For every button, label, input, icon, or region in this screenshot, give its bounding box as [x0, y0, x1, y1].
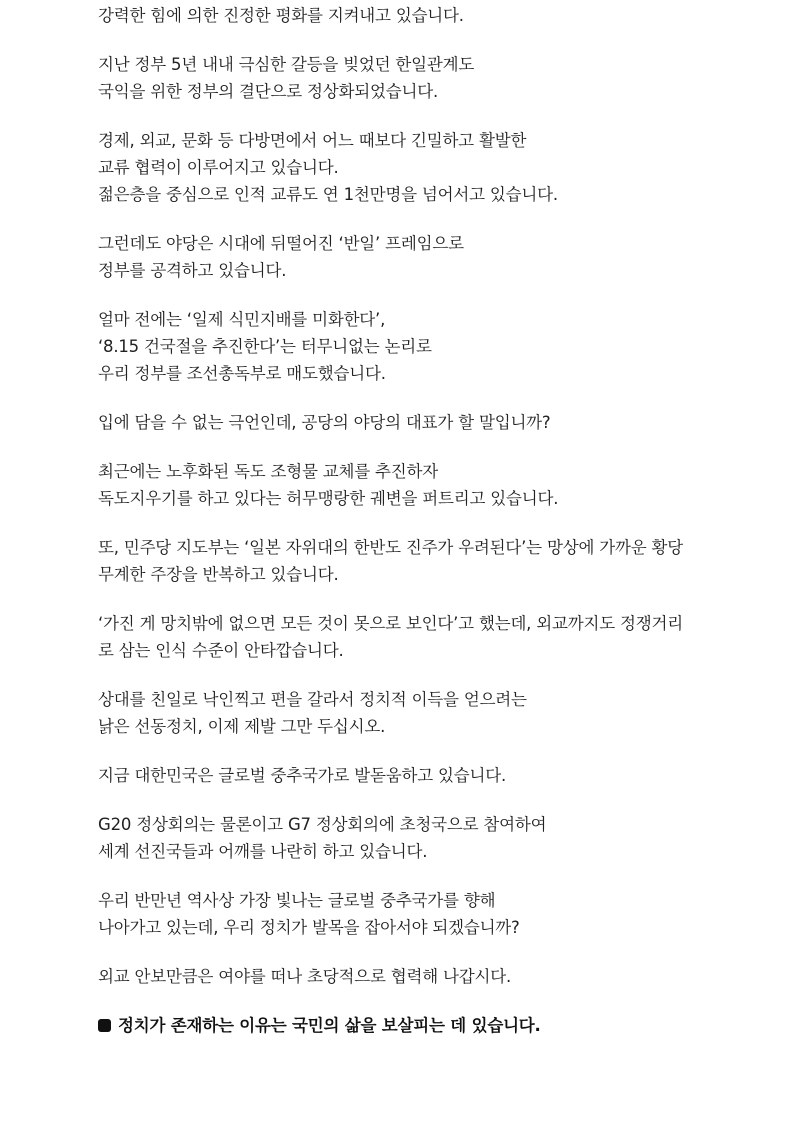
paragraph: [98, 963, 738, 990]
text-line: ‘8.15 건국절을 추진한다’는 터무니없는 논리로: [98, 337, 432, 356]
paragraph: [98, 51, 738, 105]
text-line: 젊은층을 중심으로 인적 교류도 연 1천만명을 넘어서고 있습니다.: [98, 185, 558, 204]
paragraph: [98, 811, 738, 865]
paragraph: [98, 2, 738, 29]
paragraph: [98, 409, 738, 436]
text-line: 로 삼는 인식 수준이 안타깝습니다.: [98, 641, 344, 660]
text-line: 교류 협력이 이루어지고 있습니다.: [98, 158, 339, 177]
text-line: 외교 안보만큼은 여야를 떠나 초당적으로 협력해 나갑시다.: [98, 967, 512, 986]
square-bullet-icon: [98, 1019, 111, 1032]
paragraph: [98, 534, 738, 588]
text-line: 무계한 주장을 반복하고 있습니다.: [98, 565, 339, 584]
text-line: 정부를 공격하고 있습니다.: [98, 261, 287, 280]
text-line: 국익을 위한 정부의 결단으로 정상화되었습니다.: [98, 82, 439, 101]
text-line: G20 정상회의는 물론이고 G7 정상회의에 초청국으로 참여하여: [98, 815, 547, 834]
text-line: 세계 선진국들과 어깨를 나란히 하고 있습니다.: [98, 842, 428, 861]
text-line: 최근에는 노후화된 독도 조형물 교체를 추진하자: [98, 462, 439, 481]
text-line: 우리 정부를 조선총독부로 매도했습니다.: [98, 364, 386, 383]
text-line: 또, 민주당 지도부는 ‘일본 자위대의 한반도 진주가 우려된다’는 망상에 가까운 황당: [98, 538, 683, 557]
paragraph: [98, 887, 738, 941]
text-line: 독도지우기를 하고 있다는 허무맹랑한 궤변을 퍼트리고 있습니다.: [98, 489, 559, 508]
paragraph: [98, 610, 738, 664]
text-line: 입에 담을 수 없는 극언인데, 공당의 야당의 대표가 할 말입니까?: [98, 413, 551, 432]
document-body: [98, 2, 738, 1039]
paragraph: [98, 762, 738, 789]
paragraph: [98, 458, 738, 512]
text-line: 지난 정부 5년 내내 극심한 갈등을 빚었던 한일관계도: [98, 55, 475, 74]
text-line: 낡은 선동정치, 이제 제발 그만 두십시오.: [98, 717, 386, 736]
paragraph: [98, 306, 738, 387]
text-line: ‘가진 게 망치밖에 없으면 모든 것이 못으로 보인다’고 했는데, 외교까지도 정쟁거리: [98, 614, 683, 633]
text-line: 경제, 외교, 문화 등 다방면에서 어느 때보다 긴밀하고 활발한: [98, 131, 527, 150]
paragraph: [98, 127, 738, 208]
paragraph: [98, 230, 738, 284]
text-line: 나아가고 있는데, 우리 정치가 발목을 잡아서야 되겠습니까?: [98, 918, 520, 937]
text-line: 지금 대한민국은 글로벌 중추국가로 발돋움하고 있습니다.: [98, 766, 507, 785]
text-line: 얼마 전에는 ‘일제 식민지배를 미화한다’,: [98, 310, 386, 329]
paragraph: [98, 686, 738, 740]
section-heading: [98, 1012, 738, 1039]
text-line: 상대를 친일로 낙인찍고 편을 갈라서 정치적 이득을 얻으려는: [98, 690, 527, 709]
text-line: 강력한 힘에 의한 진정한 평화를 지켜내고 있습니다.: [98, 6, 464, 25]
text-line: 우리 반만년 역사상 가장 빛나는 글로벌 중추국가를 향해: [98, 891, 496, 910]
section-heading-text: 정치가 존재하는 이유는 국민의 삶을 보살피는 데 있습니다.: [118, 1016, 541, 1035]
text-line: 그런데도 야당은 시대에 뒤떨어진 ‘반일’ 프레임으로: [98, 234, 464, 253]
